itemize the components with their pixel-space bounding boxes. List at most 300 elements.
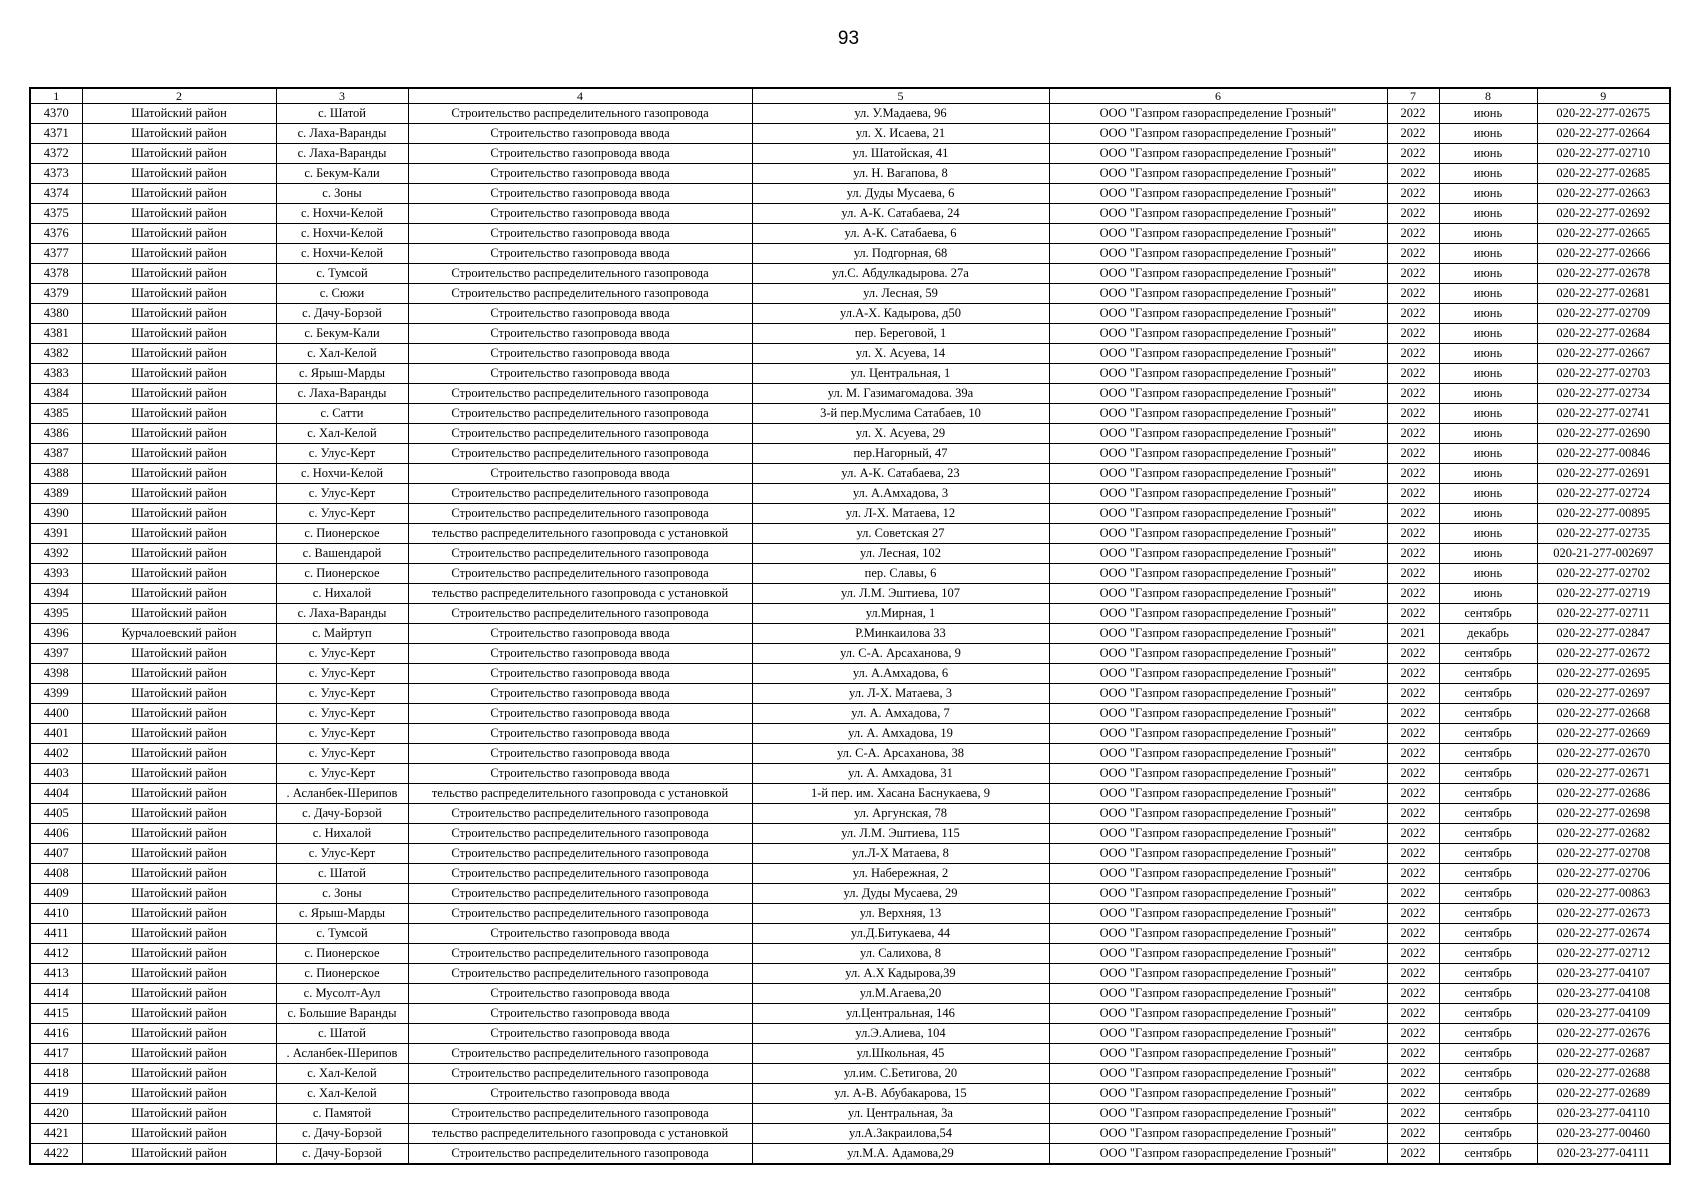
- settlement-cell: . Асланбек-Шерипов: [276, 784, 408, 804]
- row-number-cell: 4406: [30, 824, 82, 844]
- district-cell: Шатойский район: [82, 1124, 276, 1144]
- address-cell: ул. Центральная, 1: [752, 364, 1049, 384]
- registry-code-cell: 020-22-277-02847: [1537, 624, 1670, 644]
- address-cell: ул. А-В. Абубакарова, 15: [752, 1084, 1049, 1104]
- month-cell: июнь: [1439, 344, 1537, 364]
- district-cell: Шатойский район: [82, 644, 276, 664]
- registry-code-cell: 020-22-277-02735: [1537, 524, 1670, 544]
- address-cell: ул. А. Амхадова, 31: [752, 764, 1049, 784]
- row-number-cell: 4372: [30, 144, 82, 164]
- month-cell: июнь: [1439, 544, 1537, 564]
- organization-cell: ООО "Газпром газораспределение Грозный": [1049, 284, 1387, 304]
- address-cell: ул. Набережная, 2: [752, 864, 1049, 884]
- address-cell: ул. А.Х Кадырова,39: [752, 964, 1049, 984]
- table-row: [30, 1024, 1670, 1044]
- registry-code-cell: 020-22-277-02734: [1537, 384, 1670, 404]
- registry-code-cell: 020-22-277-02673: [1537, 904, 1670, 924]
- settlement-cell: с. Лаха-Варанды: [276, 144, 408, 164]
- table-row: [30, 164, 1670, 184]
- address-cell: ул.Мирная, 1: [752, 604, 1049, 624]
- year-cell: 2022: [1387, 324, 1439, 344]
- row-number-cell: 4399: [30, 684, 82, 704]
- registry-code-cell: 020-22-277-02724: [1537, 484, 1670, 504]
- row-number-cell: 4404: [30, 784, 82, 804]
- address-cell: ул. А.Амхадова, 6: [752, 664, 1049, 684]
- month-cell: сентябрь: [1439, 984, 1537, 1004]
- work-type-cell: Строительство газопровода ввода: [408, 304, 752, 324]
- registry-code-cell: 020-22-277-02674: [1537, 924, 1670, 944]
- district-cell: Шатойский район: [82, 204, 276, 224]
- registry-code-cell: 020-22-277-02688: [1537, 1064, 1670, 1084]
- month-cell: сентябрь: [1439, 924, 1537, 944]
- address-cell: ул. С-А. Арсаханова, 38: [752, 744, 1049, 764]
- district-cell: Шатойский район: [82, 284, 276, 304]
- row-number-cell: 4371: [30, 124, 82, 144]
- work-type-cell: Строительство газопровода ввода: [408, 164, 752, 184]
- address-cell: ул. Н. Вагапова, 8: [752, 164, 1049, 184]
- table-row: [30, 824, 1670, 844]
- year-cell: 2022: [1387, 944, 1439, 964]
- row-number-cell: 4396: [30, 624, 82, 644]
- row-number-cell: 4370: [30, 104, 82, 124]
- table-row: [30, 704, 1670, 724]
- settlement-cell: с. Зоны: [276, 184, 408, 204]
- table-row: [30, 924, 1670, 944]
- month-cell: сентябрь: [1439, 684, 1537, 704]
- settlement-cell: с. Хал-Келой: [276, 1064, 408, 1084]
- settlement-cell: с. Хал-Келой: [276, 344, 408, 364]
- work-type-cell: Строительство распределительного газопровода: [408, 544, 752, 564]
- organization-cell: ООО "Газпром газораспределение Грозный": [1049, 544, 1387, 564]
- address-cell: ул. Шатойская, 41: [752, 144, 1049, 164]
- work-type-cell: Строительство распределительного газопровода: [408, 884, 752, 904]
- registry-code-cell: 020-22-277-00895: [1537, 504, 1670, 524]
- row-number-cell: 4402: [30, 744, 82, 764]
- row-number-cell: 4401: [30, 724, 82, 744]
- row-number-cell: 4388: [30, 464, 82, 484]
- row-number-cell: 4393: [30, 564, 82, 584]
- month-cell: июнь: [1439, 504, 1537, 524]
- table-row: [30, 204, 1670, 224]
- month-cell: июнь: [1439, 184, 1537, 204]
- month-cell: июнь: [1439, 124, 1537, 144]
- table-row: [30, 984, 1670, 1004]
- address-cell: ул.Э.Алиева, 104: [752, 1024, 1049, 1044]
- organization-cell: ООО "Газпром газораспределение Грозный": [1049, 844, 1387, 864]
- registry-code-cell: 020-22-277-02695: [1537, 664, 1670, 684]
- year-cell: 2022: [1387, 884, 1439, 904]
- month-cell: июнь: [1439, 464, 1537, 484]
- month-cell: июнь: [1439, 384, 1537, 404]
- district-cell: Шатойский район: [82, 744, 276, 764]
- month-cell: сентябрь: [1439, 1144, 1537, 1165]
- address-cell: ул. Верхняя, 13: [752, 904, 1049, 924]
- organization-cell: ООО "Газпром газораспределение Грозный": [1049, 864, 1387, 884]
- work-type-cell: Строительство газопровода ввода: [408, 1004, 752, 1024]
- year-cell: 2022: [1387, 184, 1439, 204]
- table-row: [30, 1004, 1670, 1024]
- month-cell: сентябрь: [1439, 944, 1537, 964]
- year-cell: 2022: [1387, 484, 1439, 504]
- district-cell: Шатойский район: [82, 1044, 276, 1064]
- year-cell: 2022: [1387, 1064, 1439, 1084]
- organization-cell: ООО "Газпром газораспределение Грозный": [1049, 584, 1387, 604]
- settlement-cell: с. Улус-Керт: [276, 664, 408, 684]
- work-type-cell: тельство распределительного газопровода с установкой: [408, 1124, 752, 1144]
- address-cell: ул.Центральная, 146: [752, 1004, 1049, 1024]
- organization-cell: ООО "Газпром газораспределение Грозный": [1049, 304, 1387, 324]
- address-cell: пер. Береговой, 1: [752, 324, 1049, 344]
- year-cell: 2022: [1387, 804, 1439, 824]
- work-type-cell: Строительство распределительного газопровода: [408, 904, 752, 924]
- year-cell: 2022: [1387, 1084, 1439, 1104]
- district-cell: Шатойский район: [82, 304, 276, 324]
- row-number-cell: 4381: [30, 324, 82, 344]
- settlement-cell: с. Улус-Керт: [276, 704, 408, 724]
- settlement-cell: с. Дачу-Борзой: [276, 304, 408, 324]
- registry-code-cell: 020-22-277-02711: [1537, 604, 1670, 624]
- row-number-cell: 4411: [30, 924, 82, 944]
- address-cell: ул. А-К. Сатабаева, 23: [752, 464, 1049, 484]
- table-row: [30, 724, 1670, 744]
- registry-code-cell: 020-22-277-02675: [1537, 104, 1670, 124]
- registry-code-cell: 020-22-277-02682: [1537, 824, 1670, 844]
- month-cell: сентябрь: [1439, 804, 1537, 824]
- year-cell: 2022: [1387, 464, 1439, 484]
- organization-cell: ООО "Газпром газораспределение Грозный": [1049, 484, 1387, 504]
- row-number-cell: 4378: [30, 264, 82, 284]
- work-type-cell: Строительство газопровода ввода: [408, 924, 752, 944]
- district-cell: Шатойский район: [82, 524, 276, 544]
- district-cell: Шатойский район: [82, 384, 276, 404]
- address-cell: ул. А-К. Сатабаева, 6: [752, 224, 1049, 244]
- settlement-cell: с. Улус-Керт: [276, 484, 408, 504]
- district-cell: Шатойский район: [82, 704, 276, 724]
- work-type-cell: Строительство распределительного газопровода: [408, 564, 752, 584]
- month-cell: сентябрь: [1439, 904, 1537, 924]
- row-number-cell: 4407: [30, 844, 82, 864]
- row-number-cell: 4408: [30, 864, 82, 884]
- table-row: [30, 404, 1670, 424]
- organization-cell: ООО "Газпром газораспределение Грозный": [1049, 804, 1387, 824]
- row-number-cell: 4410: [30, 904, 82, 924]
- organization-cell: ООО "Газпром газораспределение Грозный": [1049, 164, 1387, 184]
- row-number-cell: 4380: [30, 304, 82, 324]
- row-number-cell: 4389: [30, 484, 82, 504]
- settlement-cell: с. Мусолт-Аул: [276, 984, 408, 1004]
- month-cell: июнь: [1439, 484, 1537, 504]
- month-cell: июнь: [1439, 424, 1537, 444]
- organization-cell: ООО "Газпром газораспределение Грозный": [1049, 344, 1387, 364]
- month-cell: сентябрь: [1439, 744, 1537, 764]
- year-cell: 2022: [1387, 504, 1439, 524]
- year-cell: 2022: [1387, 384, 1439, 404]
- registry-code-cell: 020-23-277-04110: [1537, 1104, 1670, 1124]
- district-cell: Шатойский район: [82, 244, 276, 264]
- row-number-cell: 4414: [30, 984, 82, 1004]
- year-cell: 2022: [1387, 644, 1439, 664]
- district-cell: Шатойский район: [82, 1144, 276, 1165]
- address-cell: ул. Дуды Мусаева, 6: [752, 184, 1049, 204]
- work-type-cell: Строительство газопровода ввода: [408, 124, 752, 144]
- organization-cell: ООО "Газпром газораспределение Грозный": [1049, 464, 1387, 484]
- district-cell: Шатойский район: [82, 844, 276, 864]
- registry-code-cell: 020-22-277-02667: [1537, 344, 1670, 364]
- row-number-cell: 4409: [30, 884, 82, 904]
- row-number-cell: 4413: [30, 964, 82, 984]
- work-type-cell: Строительство газопровода ввода: [408, 184, 752, 204]
- registry-code-cell: 020-22-277-02691: [1537, 464, 1670, 484]
- registry-code-cell: 020-22-277-02741: [1537, 404, 1670, 424]
- registry-code-cell: 020-23-277-00460: [1537, 1124, 1670, 1144]
- registry-code-cell: 020-22-277-02678: [1537, 264, 1670, 284]
- work-type-cell: тельство распределительного газопровода с установкой: [408, 784, 752, 804]
- row-number-cell: 4400: [30, 704, 82, 724]
- year-cell: 2022: [1387, 424, 1439, 444]
- registry-code-cell: 020-22-277-02692: [1537, 204, 1670, 224]
- table-row: [30, 624, 1670, 644]
- address-cell: 3-й пер.Муслима Сатабаев, 10: [752, 404, 1049, 424]
- settlement-cell: с. Сюжи: [276, 284, 408, 304]
- month-cell: сентябрь: [1439, 884, 1537, 904]
- address-cell: ул.М.А. Адамова,29: [752, 1144, 1049, 1165]
- address-cell: ул. А-К. Сатабаева, 24: [752, 204, 1049, 224]
- work-type-cell: Строительство распределительного газопровода: [408, 804, 752, 824]
- year-cell: 2022: [1387, 364, 1439, 384]
- organization-cell: ООО "Газпром газораспределение Грозный": [1049, 1124, 1387, 1144]
- registry-code-cell: 020-23-277-04108: [1537, 984, 1670, 1004]
- address-cell: ул. Х. Исаева, 21: [752, 124, 1049, 144]
- settlement-cell: с. Дачу-Борзой: [276, 804, 408, 824]
- address-cell: ул. Подгорная, 68: [752, 244, 1049, 264]
- month-cell: июнь: [1439, 244, 1537, 264]
- settlement-cell: с. Большие Варанды: [276, 1004, 408, 1024]
- registry-code-cell: 020-22-277-02687: [1537, 1044, 1670, 1064]
- address-cell: ул. Л-Х. Матаева, 3: [752, 684, 1049, 704]
- district-cell: Шатойский район: [82, 764, 276, 784]
- organization-cell: ООО "Газпром газораспределение Грозный": [1049, 104, 1387, 124]
- month-cell: июнь: [1439, 564, 1537, 584]
- registry-code-cell: 020-22-277-02710: [1537, 144, 1670, 164]
- registry-code-cell: 020-22-277-00863: [1537, 884, 1670, 904]
- registry-code-cell: 020-22-277-02686: [1537, 784, 1670, 804]
- settlement-cell: с. Дачу-Борзой: [276, 1144, 408, 1165]
- work-type-cell: Строительство газопровода ввода: [408, 664, 752, 684]
- year-cell: 2022: [1387, 664, 1439, 684]
- registry-code-cell: 020-22-277-02681: [1537, 284, 1670, 304]
- registry-code-cell: 020-21-277-002697: [1537, 544, 1670, 564]
- district-cell: Курчалоевский район: [82, 624, 276, 644]
- address-cell: ул. А. Амхадова, 7: [752, 704, 1049, 724]
- year-cell: 2022: [1387, 1104, 1439, 1124]
- table-row: [30, 244, 1670, 264]
- year-cell: 2022: [1387, 1124, 1439, 1144]
- year-cell: 2022: [1387, 524, 1439, 544]
- organization-cell: ООО "Газпром газораспределение Грозный": [1049, 1064, 1387, 1084]
- work-type-cell: Строительство газопровода ввода: [408, 224, 752, 244]
- table-row: [30, 384, 1670, 404]
- work-type-cell: Строительство газопровода ввода: [408, 324, 752, 344]
- district-cell: Шатойский район: [82, 484, 276, 504]
- work-type-cell: Строительство распределительного газопровода: [408, 964, 752, 984]
- address-cell: ул.Д.Битукаева, 44: [752, 924, 1049, 944]
- settlement-cell: с. Пионерское: [276, 524, 408, 544]
- month-cell: сентябрь: [1439, 1044, 1537, 1064]
- table-row: [30, 884, 1670, 904]
- settlement-cell: с. Улус-Керт: [276, 724, 408, 744]
- year-cell: 2022: [1387, 224, 1439, 244]
- district-cell: Шатойский район: [82, 104, 276, 124]
- district-cell: Шатойский район: [82, 444, 276, 464]
- work-type-cell: Строительство распределительного газопровода: [408, 1064, 752, 1084]
- registry-code-cell: 020-23-277-04109: [1537, 1004, 1670, 1024]
- year-cell: 2022: [1387, 1144, 1439, 1165]
- year-cell: 2022: [1387, 924, 1439, 944]
- address-cell: ул. Лесная, 102: [752, 544, 1049, 564]
- district-cell: Шатойский район: [82, 1104, 276, 1124]
- organization-cell: ООО "Газпром газораспределение Грозный": [1049, 964, 1387, 984]
- year-cell: 2022: [1387, 564, 1439, 584]
- column-header-1: 1: [30, 88, 82, 104]
- organization-cell: ООО "Газпром газораспределение Грозный": [1049, 884, 1387, 904]
- row-number-cell: 4385: [30, 404, 82, 424]
- district-cell: Шатойский район: [82, 124, 276, 144]
- column-number-row: [30, 88, 1670, 104]
- address-cell: ул. Советская 27: [752, 524, 1049, 544]
- table-row: [30, 344, 1670, 364]
- district-cell: Шатойский район: [82, 344, 276, 364]
- registry-code-cell: 020-22-277-00846: [1537, 444, 1670, 464]
- table-row: [30, 324, 1670, 344]
- column-header-5: 5: [752, 88, 1049, 104]
- district-cell: Шатойский район: [82, 224, 276, 244]
- table-row: [30, 364, 1670, 384]
- work-type-cell: Строительство газопровода ввода: [408, 364, 752, 384]
- organization-cell: ООО "Газпром газораспределение Грозный": [1049, 124, 1387, 144]
- settlement-cell: с. Лаха-Варанды: [276, 604, 408, 624]
- address-cell: ул.Л-Х Матаева, 8: [752, 844, 1049, 864]
- district-cell: Шатойский район: [82, 504, 276, 524]
- settlement-cell: с. Улус-Керт: [276, 504, 408, 524]
- district-cell: Шатойский район: [82, 604, 276, 624]
- row-number-cell: 4422: [30, 1144, 82, 1165]
- settlement-cell: с. Улус-Керт: [276, 444, 408, 464]
- row-number-cell: 4397: [30, 644, 82, 664]
- year-cell: 2022: [1387, 164, 1439, 184]
- work-type-cell: Строительство газопровода ввода: [408, 344, 752, 364]
- settlement-cell: с. Ярыш-Марды: [276, 364, 408, 384]
- district-cell: Шатойский район: [82, 464, 276, 484]
- row-number-cell: 4379: [30, 284, 82, 304]
- registry-code-cell: 020-22-277-02706: [1537, 864, 1670, 884]
- settlement-cell: с. Лаха-Варанды: [276, 124, 408, 144]
- district-cell: Шатойский район: [82, 364, 276, 384]
- registry-code-cell: 020-22-277-02671: [1537, 764, 1670, 784]
- table-row: [30, 1064, 1670, 1084]
- organization-cell: ООО "Газпром газораспределение Грозный": [1049, 744, 1387, 764]
- address-cell: ул.С. Абдулкадырова. 27а: [752, 264, 1049, 284]
- work-type-cell: тельство распределительного газопровода с установкой: [408, 584, 752, 604]
- settlement-cell: с. Нохчи-Келой: [276, 204, 408, 224]
- year-cell: 2022: [1387, 764, 1439, 784]
- table-row: [30, 104, 1670, 124]
- settlement-cell: с. Шатой: [276, 864, 408, 884]
- year-cell: 2021: [1387, 624, 1439, 644]
- column-header-2: 2: [82, 88, 276, 104]
- row-number-cell: 4390: [30, 504, 82, 524]
- address-cell: ул. М. Газимагомадова. 39а: [752, 384, 1049, 404]
- address-cell: ул. А. Амхадова, 19: [752, 724, 1049, 744]
- year-cell: 2022: [1387, 904, 1439, 924]
- table-row: [30, 804, 1670, 824]
- row-number-cell: 4391: [30, 524, 82, 544]
- table-row: [30, 224, 1670, 244]
- table-row: [30, 844, 1670, 864]
- year-cell: 2022: [1387, 784, 1439, 804]
- year-cell: 2022: [1387, 864, 1439, 884]
- organization-cell: ООО "Газпром газораспределение Грозный": [1049, 1004, 1387, 1024]
- row-number-cell: 4419: [30, 1084, 82, 1104]
- table-row: [30, 684, 1670, 704]
- work-type-cell: Строительство распределительного газопровода: [408, 944, 752, 964]
- row-number-cell: 4377: [30, 244, 82, 264]
- district-cell: Шатойский район: [82, 184, 276, 204]
- address-cell: ул. Л.М. Эштиева, 115: [752, 824, 1049, 844]
- row-number-cell: 4392: [30, 544, 82, 564]
- column-header-9: 9: [1537, 88, 1670, 104]
- registry-code-cell: 020-22-277-02664: [1537, 124, 1670, 144]
- year-cell: 2022: [1387, 144, 1439, 164]
- district-cell: Шатойский район: [82, 864, 276, 884]
- district-cell: Шатойский район: [82, 144, 276, 164]
- settlement-cell: с. Хал-Келой: [276, 1084, 408, 1104]
- organization-cell: ООО "Газпром газораспределение Грозный": [1049, 364, 1387, 384]
- column-header-4: 4: [408, 88, 752, 104]
- month-cell: сентябрь: [1439, 964, 1537, 984]
- month-cell: июнь: [1439, 284, 1537, 304]
- district-cell: Шатойский район: [82, 964, 276, 984]
- district-cell: Шатойский район: [82, 164, 276, 184]
- settlement-cell: с. Зоны: [276, 884, 408, 904]
- district-cell: Шатойский район: [82, 584, 276, 604]
- row-number-cell: 4374: [30, 184, 82, 204]
- work-type-cell: Строительство газопровода ввода: [408, 644, 752, 664]
- registry-code-cell: 020-22-277-02702: [1537, 564, 1670, 584]
- registry-code-cell: 020-23-277-04111: [1537, 1144, 1670, 1165]
- row-number-cell: 4418: [30, 1064, 82, 1084]
- organization-cell: ООО "Газпром газораспределение Грозный": [1049, 1024, 1387, 1044]
- settlement-cell: с. Улус-Керт: [276, 764, 408, 784]
- settlement-cell: с. Бекум-Кали: [276, 324, 408, 344]
- row-number-cell: 4375: [30, 204, 82, 224]
- address-cell: пер.Нагорный, 47: [752, 444, 1049, 464]
- settlement-cell: с. Нохчи-Келой: [276, 244, 408, 264]
- row-number-cell: 4373: [30, 164, 82, 184]
- work-type-cell: Строительство распределительного газопровода: [408, 484, 752, 504]
- organization-cell: ООО "Газпром газораспределение Грозный": [1049, 264, 1387, 284]
- organization-cell: ООО "Газпром газораспределение Грозный": [1049, 904, 1387, 924]
- row-number-cell: 4395: [30, 604, 82, 624]
- month-cell: сентябрь: [1439, 824, 1537, 844]
- registry-code-cell: 020-22-277-02663: [1537, 184, 1670, 204]
- table-row: [30, 964, 1670, 984]
- row-number-cell: 4405: [30, 804, 82, 824]
- organization-cell: ООО "Газпром газораспределение Грозный": [1049, 824, 1387, 844]
- settlement-cell: с. Вашендарой: [276, 544, 408, 564]
- address-cell: ул. С-А. Арсаханова, 9: [752, 644, 1049, 664]
- district-cell: Шатойский район: [82, 324, 276, 344]
- registry-code-cell: 020-22-277-02689: [1537, 1084, 1670, 1104]
